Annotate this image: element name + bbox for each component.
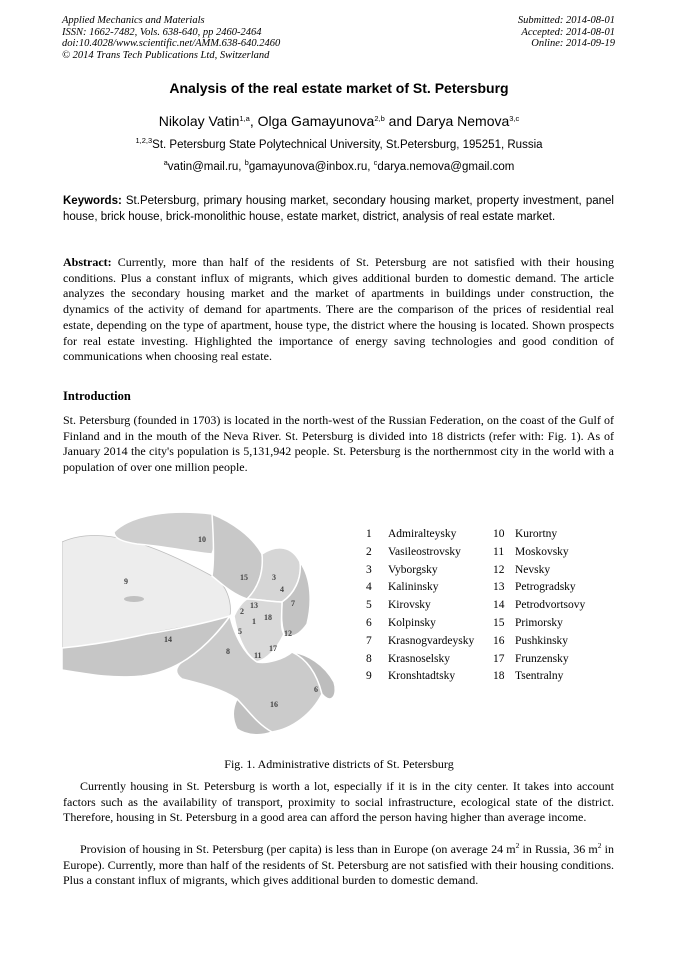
introduction-paragraph: St. Petersburg (founded in 1703) is located in the north-west of the Russian Federation, on the coast of the Gulf of Finland and in the mouth of the Neva River. St. Petersburg is divided into 18 districts (refer with: Fig. 1). As of January 2014 the city's population is 5,131,942 people. St. Petersburg is the northernmost city in the world with a population of over one million people.	[63, 413, 614, 475]
legend-number: 13	[493, 581, 505, 594]
legend-number: 9	[366, 670, 372, 683]
affiliation	[0, 136, 678, 151]
map-label-1: 1	[252, 617, 256, 626]
map-label-5: 5	[238, 627, 242, 636]
email-sup: b	[244, 158, 249, 167]
legend-name: Nevsky	[515, 563, 551, 576]
district-legend	[366, 528, 585, 688]
online-date: Online: 2014-09-19	[531, 38, 615, 49]
legend-row	[366, 599, 585, 617]
keywords-text: St.Petersburg, primary housing market, secondary housing market, property investment, panel house, brick house, brick-monolithic house, estate market, district, analysis of real estate market.	[63, 195, 614, 223]
legend-row	[366, 653, 585, 671]
legend-number: 6	[366, 616, 372, 629]
legend-number: 17	[493, 652, 505, 665]
legend-name: Kalininsky	[388, 581, 439, 594]
legend-number: 4	[366, 581, 372, 594]
legend-name: Frunzensky	[515, 652, 569, 665]
abstract-text: Currently, more than half of the residents of St. Petersburg are not satisfied with their housing conditions. Plus a constant influx of migrants, which gives additional burden to domestic demand. The article analyzes the secondary housing market and the market of apartments in buildings under construction, the dynamics of the activity of demand for apartments. There are the comparison of the prices of residential real estate, depending on the type of apartment, house type, the district where the housing is located. Shown prospects for real estate investing. Highlighted the importance of energy saving technologies and good condition of communications when choosing real estate.	[63, 255, 615, 364]
legend-row	[366, 670, 585, 688]
map-label-2: 2	[240, 607, 244, 616]
legend-name: Krasnoselsky	[388, 652, 450, 665]
legend-row	[366, 617, 585, 635]
legend-number: 8	[366, 652, 372, 665]
author-name: Nikolay Vatin	[158, 113, 240, 129]
legend-row	[366, 546, 585, 564]
author-sup: 2,b	[374, 114, 385, 123]
map-label-6: 6	[314, 685, 318, 694]
abstract	[63, 255, 614, 365]
legend-number: 1	[366, 528, 372, 540]
author-separator: and	[384, 113, 416, 129]
issn: ISSN: 1662-7482, Vols. 638-640, pp 2460-2464	[62, 26, 262, 38]
legend-name: Petrogradsky	[515, 581, 576, 594]
kronshtadt-island	[124, 596, 144, 602]
paragraph-text: in Russia, 36 m	[519, 842, 598, 856]
map-label-7: 7	[291, 599, 295, 608]
legend-name: Vyborgsky	[388, 563, 438, 576]
author-emails	[0, 158, 678, 173]
legend-number: 11	[493, 545, 505, 558]
dates-header	[518, 15, 615, 50]
affiliation-sup: 1,2,3	[135, 136, 153, 145]
abstract-label: Abstract:	[63, 255, 112, 269]
legend-number: 18	[493, 670, 505, 683]
map-label-10: 10	[198, 535, 206, 544]
map-label-14: 14	[164, 635, 172, 644]
map-label-3: 3	[272, 573, 276, 582]
email: gamayunova@inbox.ru,	[248, 161, 374, 173]
legend-number: 16	[493, 634, 505, 647]
legend-name: Kolpinsky	[388, 616, 436, 629]
author-sup: 1,a	[239, 114, 250, 123]
figure-caption: Fig. 1. Administrative districts of St. Petersburg	[224, 757, 454, 771]
legend-number: 5	[366, 599, 372, 612]
copyright: © 2014 Trans Tech Publications Ltd, Switzerland	[62, 49, 270, 61]
submitted-date: Submitted: 2014-08-01	[517, 15, 615, 26]
map-label-13: 13	[250, 601, 258, 610]
keywords-label: Keywords:	[63, 195, 122, 207]
legend-name: Tsentralny	[515, 670, 564, 683]
district-map	[62, 484, 358, 739]
legend-number: 10	[493, 528, 505, 540]
accepted-date: Accepted: 2014-08-01	[521, 26, 615, 38]
paragraph-text: Provision of housing in St. Petersburg (per capita) is less than in Europe (on average 24 m	[80, 842, 516, 856]
legend-row	[366, 528, 585, 546]
map-label-11: 11	[254, 651, 262, 660]
map-label-17: 17	[269, 644, 277, 653]
legend-name: Moskovsky	[515, 545, 569, 558]
author-sup: 3,c	[509, 114, 520, 123]
paragraph-text: in Europe). Currently, more than half of the residents of St. Petersburg are not satisfied with their housing conditions. Plus a constant influx of migrants, which gives additional burden to domestic demand.	[63, 842, 614, 888]
email-sup: c	[373, 158, 378, 167]
doi: doi:10.4028/www.scientific.net/AMM.638-640.2460	[62, 38, 281, 49]
keywords	[63, 194, 614, 225]
legend-name: Pushkinsky	[515, 634, 569, 647]
legend-number: 12	[493, 563, 505, 576]
paper-title: Analysis of the real estate market of St. Petersburg	[169, 80, 509, 96]
map-label-16: 16	[270, 700, 278, 709]
legend-number: 14	[493, 599, 505, 612]
legend-row	[366, 564, 585, 582]
email: darya.nemova@gmail.com	[377, 161, 515, 173]
superscript: 2	[597, 841, 602, 850]
legend-name: Admiralteysky	[388, 528, 457, 540]
author-name: Olga Gamayunova	[257, 113, 375, 129]
map-label-9: 9	[124, 577, 128, 586]
legend-number: 3	[366, 563, 372, 576]
map-label-12: 12	[284, 629, 292, 638]
legend-number: 2	[366, 545, 372, 558]
paragraph-housing-provision	[63, 842, 614, 889]
author-list	[0, 113, 678, 129]
author-separator: ,	[249, 113, 258, 129]
legend-row	[366, 635, 585, 653]
superscript: 2	[515, 841, 520, 850]
map-label-18: 18	[264, 613, 272, 622]
map-label-4: 4	[280, 585, 284, 594]
legend-name: Petrodvortsovy	[515, 599, 586, 612]
journal-header	[62, 15, 280, 61]
legend-name: Kronshtadtsky	[388, 670, 456, 683]
journal-name: Applied Mechanics and Materials	[62, 15, 205, 26]
email-sup: a	[163, 158, 168, 167]
legend-name: Krasnogvardeysky	[388, 634, 475, 647]
author-name: Darya Nemova	[415, 113, 510, 129]
legend-row	[366, 581, 585, 599]
legend-name: Kurortny	[515, 528, 558, 540]
legend-name: Kirovsky	[388, 599, 431, 612]
affiliation-text: St. Petersburg State Polytechnical University, St.Petersburg, 195251, Russia	[152, 139, 543, 151]
legend-number: 7	[366, 634, 372, 647]
introduction-heading: Introduction	[63, 389, 131, 403]
paragraph-housing-cost: Currently housing in St. Petersburg is worth a lot, especially if it is in the city center. It takes into account factors such as the availability of transport, proximity to social infrastructure, ecological state of the district. Therefore, housing in St. Petersburg in a good area can afford the person having higher than average income.	[63, 779, 614, 825]
email: vatin@mail.ru,	[167, 161, 245, 173]
legend-name: Vasileostrovsky	[388, 545, 461, 558]
legend-number: 15	[493, 616, 505, 629]
map-label-15: 15	[240, 573, 248, 582]
legend-name: Primorsky	[515, 616, 563, 629]
map-label-8: 8	[226, 647, 230, 656]
